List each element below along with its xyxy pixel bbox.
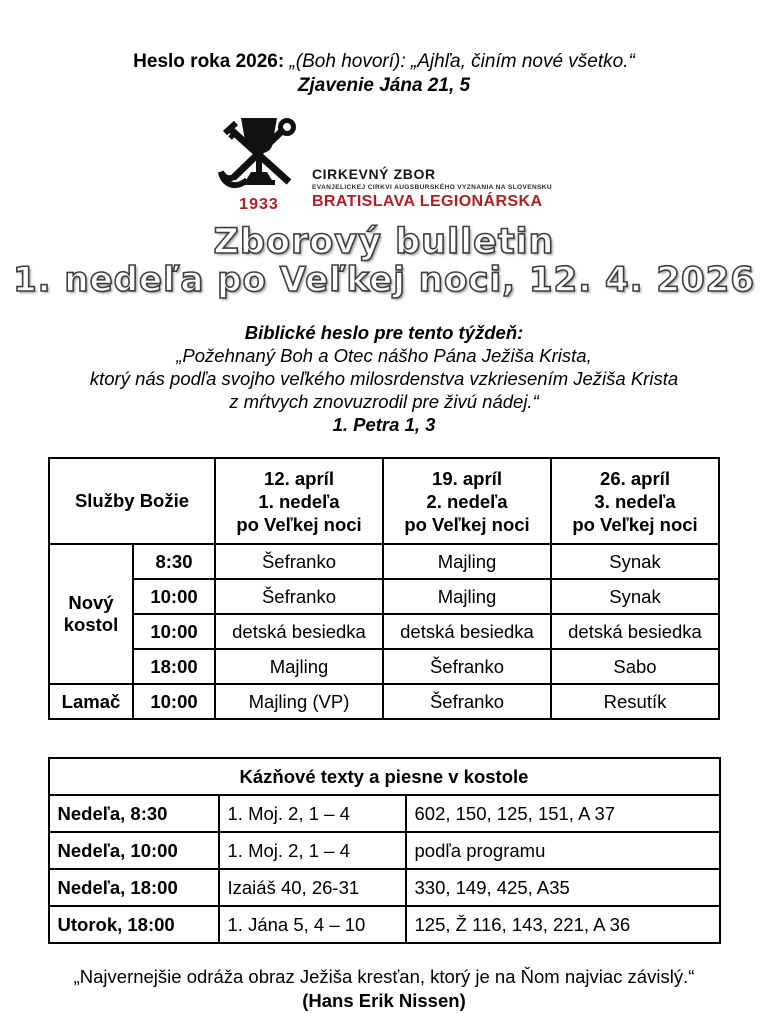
logo-org-name: CIRKEVNÝ ZBOR [311,166,436,182]
sermon-texts-table [48,757,721,944]
services-cell: Synak [551,579,719,614]
services-cell: Šefranko [383,684,551,719]
services-time: 10:00 [133,614,215,649]
year-motto-label: Heslo roka 2026: [133,51,285,72]
services-cell: Majling [215,649,383,684]
weekly-verse-line2: ktorý nás podľa svojho veľkého milosrdenstva vzkriesením Ježiša Krista [89,368,679,389]
sermon-when: Nedeľa, 8:30 [49,795,219,832]
sermon-texts-title: Kázňové texty a piesne v kostole [49,758,720,795]
sermon-texts-row [49,832,720,869]
services-place-lamac: Lamač [49,684,133,719]
weekly-verse-line3: z mŕtvych znovuzrodil pre živú nádej.“ [229,391,539,412]
footer-quote-text: „Najvernejšie odráža obraz Ježiša kresťan, ktorý je na Ňom najviac závislý.“ [73,966,695,987]
footer-quote [0,965,768,1013]
sermon-text: 1. Moj. 2, 1 – 4 [219,795,406,832]
date-header-date: 19. apríl [432,467,502,489]
services-date-header-3 [551,458,719,544]
services-date-header-1 [215,458,383,544]
year-motto-reference: Zjavenie Jána 21, 5 [297,75,471,96]
services-row [49,614,719,649]
sermon-when: Nedeľa, 18:00 [49,869,219,906]
sermon-songs: 330, 149, 425, A35 [406,869,720,906]
date-header-season: po Veľkej noci [236,513,362,535]
services-place-novy-kostol: Nový kostol [49,544,133,684]
sermon-when: Utorok, 18:00 [49,906,219,943]
year-motto [0,50,768,74]
weekly-verse-heading: Biblické heslo pre tento týždeň: [244,322,524,343]
services-cell: Synak [551,544,719,579]
sermon-text: Izaiáš 40, 26-31 [219,869,406,906]
services-time: 18:00 [133,649,215,684]
date-header-date: 12. apríl [264,467,334,489]
services-header-row [49,458,719,544]
services-cell: detská besiedka [551,614,719,649]
sermon-when: Nedeľa, 10:00 [49,832,219,869]
sermon-texts-header-row [49,758,720,795]
congregation-logo [0,116,768,214]
sermon-text: 1. Jána 5, 4 – 10 [219,906,406,943]
logo-org-location: BRATISLAVA LEGIONÁRSKA [311,193,543,210]
sermon-songs: 602, 150, 125, 151, A 37 [406,795,720,832]
services-cell: Šefranko [215,544,383,579]
sermon-songs: podľa programu [406,832,720,869]
services-time: 10:00 [133,579,215,614]
services-cell: Resutík [551,684,719,719]
services-cell: detská besiedka [215,614,383,649]
services-cell: detská besiedka [383,614,551,649]
services-time: 10:00 [133,684,215,719]
sermon-texts-row [49,906,720,943]
sermon-texts-row [49,869,720,906]
logo-org-subtitle: EVANJELICKEJ CIRKVI AUGSBURSKÉHO VYZNANIA NA SLOVENSKU [311,184,553,191]
services-cell: Majling [383,544,551,579]
date-header-season: po Veľkej noci [572,513,698,535]
logo-text-column [312,166,552,214]
services-cell: Majling [383,579,551,614]
services-row [49,684,719,719]
services-table [48,457,720,720]
services-row [49,649,719,684]
bulletin-title [0,224,768,299]
footer-quote-author: (Hans Erik Nissen) [302,990,466,1011]
date-header-season: po Veľkej noci [404,513,530,535]
sermon-songs: 125, Ž 116, 143, 221, A 36 [406,906,720,943]
date-header-sunday: 3. nedeľa [594,490,676,512]
services-cell: Šefranko [215,579,383,614]
services-cell: Majling (VP) [215,684,383,719]
weekly-verse [0,321,768,436]
logo-emblem-column [216,116,302,214]
sermon-text: 1. Moj. 2, 1 – 4 [219,832,406,869]
date-header-sunday: 2. nedeľa [426,490,508,512]
services-date-header-2 [383,458,551,544]
services-cell: Sabo [551,649,719,684]
weekly-verse-line1: „Požehnaný Boh a Otec nášho Pána Ježiša Krista, [176,345,592,366]
services-row [49,579,719,614]
chalice-anchor-key-emblem-icon [217,177,301,194]
weekly-verse-reference: 1. Petra 1, 3 [332,414,436,435]
bulletin-title-line2: 1. nedeľa po Veľkej noci, 12. 4. 2026 [13,260,755,300]
logo-founding-year: 1933 [239,196,279,213]
services-time: 8:30 [133,544,215,579]
services-corner-header: Služby Božie [49,458,215,544]
services-row [49,544,719,579]
date-header-date: 26. apríl [600,467,670,489]
sermon-texts-row [49,795,720,832]
date-header-sunday: 1. nedeľa [258,490,340,512]
year-motto-text: „(Boh hovorí): „Ajhľa, činím nové všetko.“ [289,51,635,72]
services-cell: Šefranko [383,649,551,684]
bulletin-title-line1: Zborový bulletin [213,222,555,262]
